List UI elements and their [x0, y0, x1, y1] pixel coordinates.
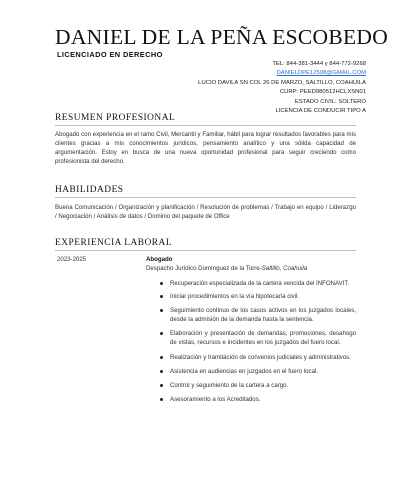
bullet-icon: [160, 332, 163, 335]
duty-text: Seguimiento continuo de los casos activos en los juzgados locales, desde la admisión de la demanda hasta la sentencia.: [170, 307, 356, 324]
skills-text: Buena Comunicación / Organización y planificación / Resolución de problemas / Trabajo en equipo / Liderazgo / Negociación / Análisis de datos / Dominio del paquete de Office: [55, 204, 356, 221]
duty-item: [160, 329, 356, 347]
duty-text: Asesoramiento a los Acreditados.: [170, 395, 261, 403]
organization-name: Despacho Jurídico Domínguez de la Torre-: [146, 265, 262, 272]
duty-item: [160, 367, 356, 376]
summary-divider: [55, 125, 356, 126]
skills-divider: [55, 197, 356, 198]
contact-curp: CURP: PEED980512HCLXSN01: [279, 89, 366, 96]
bullet-icon: [160, 295, 163, 298]
contact-address: LUCIO DAVILA SN COL 26 DE MARZO, SALTILLO, COAHUILA: [198, 79, 366, 86]
duty-item: [160, 292, 356, 301]
experience-organization: [146, 265, 307, 272]
duty-text: Asistencia en audiencias en juzgados en el fuero local.: [170, 367, 319, 375]
duty-text: Iniciar procedimientos en la vía hipotecaria civil.: [170, 293, 300, 301]
summary-text: Abogado con experiencia en el ramo Civil, Mercantil y Familiar, hábil para lograr resultados favorables para mis clientes gracias a mis conocimientos jurídicos, pensamiento analítico y una sólida capacidad de argumentación. Estoy en busca de una nueva oportunidad profesional para seguir creciendo como profesionista del derecho.: [55, 131, 356, 166]
bullet-icon: [160, 356, 163, 359]
bullet-icon: [160, 370, 163, 373]
experience-duties-list: [160, 279, 356, 404]
experience-divider: [55, 250, 356, 251]
contact-license: LICENCIA DE CONDUCIR TIPO A: [275, 108, 366, 115]
contact-email-link[interactable]: DANIELDPE12598@GMAIL.COM: [276, 70, 366, 77]
experience-role: Abogado: [146, 256, 173, 263]
summary-heading: RESUMEN PROFESIONAL: [55, 113, 176, 123]
experience-heading: EXPERIENCIA LABORAL: [55, 238, 173, 248]
contact-civil-status: ESTADO CIVIL: SOLTERO: [294, 98, 366, 105]
duty-item: [160, 306, 356, 324]
duty-text: Realización y tramitación de convenios judiciales y administrativos.: [170, 353, 351, 361]
candidate-name: DANIEL DE LA PEÑA ESCOBEDO: [55, 25, 389, 49]
skills-heading: HABILIDADES: [55, 185, 124, 195]
bullet-icon: [160, 309, 163, 312]
duty-text: Control y seguimiento de la cartera a cargo.: [170, 381, 289, 389]
duty-item: [160, 279, 356, 288]
duty-item: [160, 381, 356, 390]
experience-date: 2023-2025: [57, 256, 87, 263]
contact-phone: TEL: 844-381-3444 y 844-772-9268: [272, 61, 366, 67]
contact-block: [106, 60, 366, 116]
organization-location: Saltillo, Coahuila: [261, 265, 308, 272]
bullet-icon: [160, 398, 163, 401]
candidate-title: LICENCIADO EN DERECHO: [57, 50, 163, 59]
bullet-icon: [160, 282, 163, 285]
duty-text: Recuperación especializada de la cartera vencida del INFONAVIT.: [170, 280, 350, 287]
duty-item: [160, 395, 356, 404]
bullet-icon: [160, 384, 163, 387]
duty-text: Elaboración y presentación de demandas, promociones, desahogo de vistas, recursos e incidentes en los juzgados del fuero local.: [170, 330, 356, 347]
duty-item: [160, 353, 356, 362]
